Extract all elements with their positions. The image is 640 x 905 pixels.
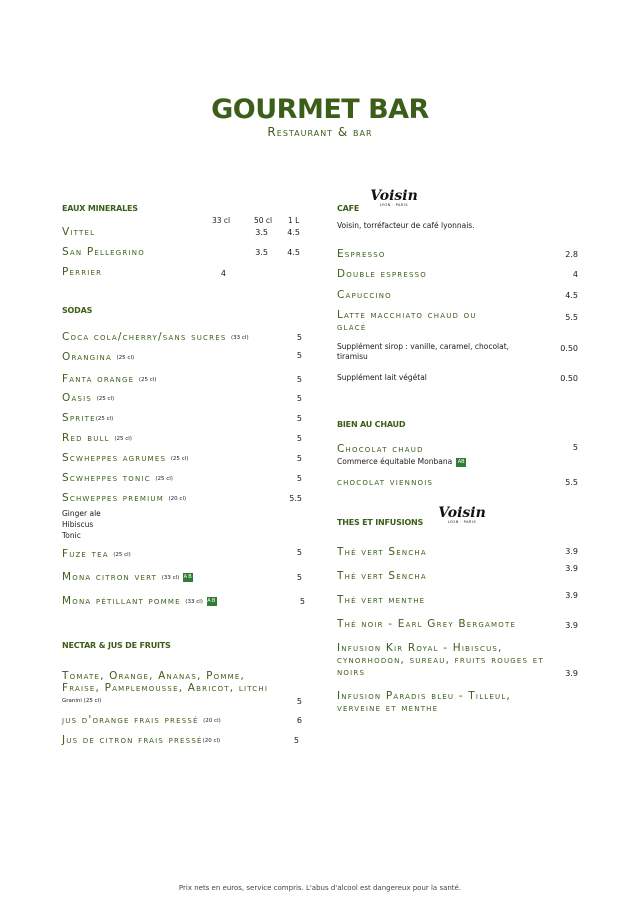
menu-item-the-noir-earl-grey: Thé noir - Earl Grey Bergamote bbox=[337, 618, 517, 630]
col-header-33cl: 33 cl bbox=[212, 216, 231, 225]
section-heading-thes: THES ET INFUSIONS bbox=[337, 518, 424, 527]
price-infusion-kir-royal: 3.9 bbox=[565, 669, 578, 678]
price-san-pellegrino-1l: 4.5 bbox=[287, 248, 300, 257]
cafe-description: Voisin, torréfacteur de café lyonnais. bbox=[337, 221, 475, 230]
price-scwheppes-tonic: 5 bbox=[296, 474, 302, 483]
organic-label-icon: AB bbox=[457, 458, 465, 465]
price-latte-macchiato: 5.5 bbox=[565, 313, 578, 322]
price-perrier-33cl: 4 bbox=[220, 269, 226, 278]
voisin-logo: Voisin LYON · PARIS bbox=[370, 188, 418, 207]
menu-item-the-vert-sencha-2: Thé vert Sencha bbox=[337, 570, 427, 582]
menu-item-chocolat-viennois: chocolat viennois bbox=[337, 476, 434, 488]
section-heading-cafe: CAFE bbox=[337, 204, 360, 213]
price-extra-sirop: 0.50 bbox=[560, 344, 578, 353]
menu-item-the-vert-sencha: Thé vert Sencha bbox=[337, 546, 427, 558]
price-fuze-tea: 5 bbox=[296, 548, 302, 557]
menu-item-fanta-orange: Fanta orange (25 cl) bbox=[62, 373, 157, 385]
price-jus-orange: 6 bbox=[296, 716, 302, 725]
chocolat-chaud-note: Commerce équitable Monbana AB bbox=[337, 457, 465, 466]
menu-item-sprite: Sprite(25 cl) bbox=[62, 412, 114, 424]
menu-item-coca-cola: Coca cola/cherry/sans sucres (33 cl) bbox=[62, 331, 249, 343]
price-jus-citron: 5 bbox=[293, 736, 299, 745]
menu-item-chocolat-chaud: Chocolat chaud bbox=[337, 443, 424, 455]
price-chocolat-chaud: 5 bbox=[572, 443, 578, 452]
menu-item-double-espresso: Double espresso bbox=[337, 268, 427, 280]
price-mona-citron-vert: 5 bbox=[296, 573, 302, 582]
menu-item-mona-petillant-pomme: Mona pétillant pomme (33 cl) AB bbox=[62, 595, 217, 607]
price-the-vert-sencha-2: 3.9 bbox=[565, 564, 578, 573]
col-header-1l: 1 L bbox=[288, 216, 300, 225]
price-sprite: 5 bbox=[296, 414, 302, 423]
price-the-vert-menthe: 3.9 bbox=[565, 591, 578, 600]
price-oasis: 5 bbox=[296, 394, 302, 403]
price-coca-cola: 5 bbox=[296, 333, 302, 342]
price-nectar-mix: 5 bbox=[296, 697, 302, 706]
col-header-50cl: 50 cl bbox=[254, 216, 273, 225]
menu-item-latte-macchiato: Latte macchiato chaud ou glacé bbox=[337, 309, 477, 333]
premium-option-ginger-ale: Ginger ale bbox=[62, 509, 101, 518]
price-san-pellegrino-50cl: 3.5 bbox=[255, 248, 268, 257]
footer-note: Prix nets en euros, service compris. L'abus d'alcool est dangereux pour la santé. bbox=[178, 884, 462, 892]
menu-item-oasis: Oasis (25 cl) bbox=[62, 392, 115, 404]
voisin-logo-tea: Voisin LYON · PARIS bbox=[438, 505, 486, 524]
menu-item-nectar-mix: Tomate, Orange, Ananas, Pomme, Fraise, Pamplemousse, Abricot, litchi Granini (25 cl) bbox=[62, 670, 269, 704]
menu-item-san-pellegrino: San Pellegrino bbox=[62, 246, 145, 258]
menu-item-fuze-tea: Fuze tea (25 cl) bbox=[62, 548, 131, 560]
menu-item-perrier: Perrier bbox=[62, 266, 103, 278]
price-fanta-orange: 5 bbox=[296, 375, 302, 384]
price-the-noir-earl-grey: 3.9 bbox=[565, 621, 578, 630]
menu-item-the-vert-menthe: Thé vert menthe bbox=[337, 594, 426, 606]
menu-item-scwheppes-tonic: Scwheppes tonic (25 cl) bbox=[62, 472, 173, 484]
menu-item-capuccino: Capuccino bbox=[337, 289, 392, 301]
section-heading-nectar: NECTAR & JUS DE FRUITS bbox=[62, 641, 171, 650]
menu-item-infusion-kir-royal: Infusion Kir Royal - Hibiscus, cynorhodon, sureau, fruits rouges et noirs bbox=[337, 642, 544, 678]
menu-item-mona-citron-vert: Mona citron vert (33 cl) AB bbox=[62, 571, 193, 583]
menu-item-red-bull: Red bull (25 cl) bbox=[62, 432, 132, 444]
section-heading-chaud: BIEN AU CHAUD bbox=[337, 420, 406, 429]
menu-item-orangina: Orangina (25 cl) bbox=[62, 351, 135, 363]
price-double-espresso: 4 bbox=[572, 270, 578, 279]
menu-item-jus-orange: jus d'orange frais pressé (20 cl) bbox=[62, 714, 221, 726]
price-vittel-50cl: 3.5 bbox=[255, 228, 268, 237]
price-the-vert-sencha: 3.9 bbox=[565, 547, 578, 556]
menu-item-schweppes-premium: Schweppes premium (20 cl) bbox=[62, 492, 187, 504]
section-heading-eaux: EAUX MINERALES bbox=[62, 204, 138, 213]
organic-label-icon: AB bbox=[207, 597, 217, 604]
menu-item-scwheppes-agrumes: Scwheppes agrumes (25 cl) bbox=[62, 452, 189, 464]
premium-option-hibiscus: Hibiscus bbox=[62, 520, 94, 529]
price-red-bull: 5 bbox=[296, 434, 302, 443]
price-chocolat-viennois: 5.5 bbox=[565, 478, 578, 487]
price-orangina: 5 bbox=[296, 351, 302, 360]
price-extra-lait-vegetal: 0.50 bbox=[560, 374, 578, 383]
page-subtitle: Restaurant & bar bbox=[267, 125, 373, 139]
extra-sirop: Supplément sirop : vanille, caramel, chocolat, tiramisu bbox=[337, 342, 510, 361]
organic-label-icon: AB bbox=[183, 573, 193, 580]
menu-item-vittel: Vittel bbox=[62, 226, 96, 238]
price-capuccino: 4.5 bbox=[565, 291, 578, 300]
section-heading-sodas: SODAS bbox=[62, 306, 93, 315]
menu-item-infusion-paradis-bleu: Infusion Paradis bleu - Tilleul, verveine et menthe bbox=[337, 690, 511, 714]
page-title: GOURMET BAR bbox=[211, 94, 429, 125]
price-scwheppes-agrumes: 5 bbox=[296, 454, 302, 463]
menu-item-espresso: Espresso bbox=[337, 248, 386, 260]
price-vittel-1l: 4.5 bbox=[287, 228, 300, 237]
extra-lait-vegetal: Supplément lait végétal bbox=[337, 373, 427, 382]
menu-item-jus-citron: Jus de citron frais pressé(20 cl) bbox=[62, 734, 221, 746]
price-schweppes-premium: 5.5 bbox=[289, 494, 302, 503]
price-espresso: 2.8 bbox=[565, 250, 578, 259]
premium-option-tonic: Tonic bbox=[62, 531, 81, 540]
price-mona-petillant-pomme: 5 bbox=[299, 597, 305, 606]
